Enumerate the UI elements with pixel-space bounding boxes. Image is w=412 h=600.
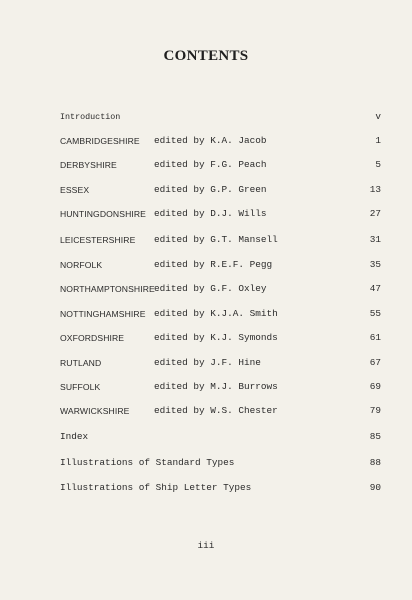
toc-entry-ship-letter-types [0, 481, 412, 495]
toc-entry-derbyshire [0, 158, 412, 172]
county-name: DERBYSHIRE [60, 160, 117, 170]
toc-page-number: 90 [369, 482, 381, 493]
county-name: NORTHAMPTONSHIRE [60, 284, 155, 294]
county-name: NORFOLK [60, 260, 103, 270]
toc-page-number: 5 [375, 159, 381, 170]
county-name: RUTLAND [60, 358, 102, 368]
editor-credit: edited by J.F. Hine [154, 357, 261, 368]
toc-entry-index [0, 430, 412, 444]
toc-page-number: 67 [369, 357, 381, 368]
editor-credit: edited by K.J.A. Smith [154, 308, 278, 319]
county-name: NOTTINGHAMSHIRE [60, 309, 146, 319]
toc-entry-rutland [0, 356, 412, 370]
editor-credit: edited by K.A. Jacob [154, 135, 267, 146]
page-number-footer: iii [197, 540, 215, 551]
toc-label: Illustrations of Ship Letter Types [60, 482, 252, 493]
toc-entry-oxfordshire [0, 331, 412, 345]
toc-entry-suffolk [0, 380, 412, 394]
editor-credit: edited by R.E.F. Pegg [154, 259, 273, 270]
toc-page-number: 31 [369, 234, 381, 245]
toc-page-number: 85 [369, 431, 381, 442]
page-title: CONTENTS [163, 48, 249, 64]
editor-credit: edited by M.J. Burrows [154, 381, 278, 392]
editor-credit: edited by D.J. Wills [154, 208, 267, 219]
toc-page-number: 88 [369, 457, 381, 468]
county-name: WARWICKSHIRE [60, 406, 130, 416]
toc-page-number: 1 [375, 135, 381, 146]
county-name: CAMBRIDGESHIRE [60, 136, 140, 146]
toc-entry-northamptonshire [0, 282, 412, 296]
toc-entry-huntingdonshire [0, 207, 412, 221]
toc-entry-norfolk [0, 258, 412, 272]
county-name: OXFORDSHIRE [60, 333, 125, 343]
county-name: SUFFOLK [60, 382, 101, 392]
toc-entry-nottinghamshire [0, 307, 412, 321]
toc-page-number: 27 [369, 208, 381, 219]
toc-entry-warwickshire [0, 404, 412, 418]
toc-entry-standard-types [0, 456, 412, 470]
toc-entry-cambridgeshire [0, 134, 412, 148]
county-name: ESSEX [60, 185, 90, 195]
toc-page-number: 61 [369, 332, 381, 343]
editor-credit: edited by F.G. Peach [154, 159, 267, 170]
toc-page-number: 35 [369, 259, 381, 270]
county-name: HUNTINGDONSHIRE [60, 209, 147, 219]
toc-page-number: v [375, 111, 381, 122]
toc-entry-leicestershire [0, 233, 412, 247]
toc-page-number: 79 [369, 405, 381, 416]
toc-page-number: 55 [369, 308, 381, 319]
editor-credit: edited by G.T. Mansell [154, 234, 278, 245]
editor-credit: edited by K.J. Symonds [154, 332, 278, 343]
toc-label: Illustrations of Standard Types [60, 457, 235, 468]
toc-page-number: 13 [369, 184, 381, 195]
editor-credit: edited by W.S. Chester [154, 405, 278, 416]
toc-entry-introduction [0, 110, 412, 124]
toc-entry-essex [0, 183, 412, 197]
county-name: LEICESTERSHIRE [60, 235, 136, 245]
toc-label: Introduction [60, 112, 121, 122]
editor-credit: edited by G.P. Green [154, 184, 267, 195]
toc-page-number: 69 [369, 381, 381, 392]
toc-page-number: 47 [369, 283, 381, 294]
editor-credit: edited by G.F. Oxley [154, 283, 267, 294]
toc-label: Index [60, 431, 89, 442]
